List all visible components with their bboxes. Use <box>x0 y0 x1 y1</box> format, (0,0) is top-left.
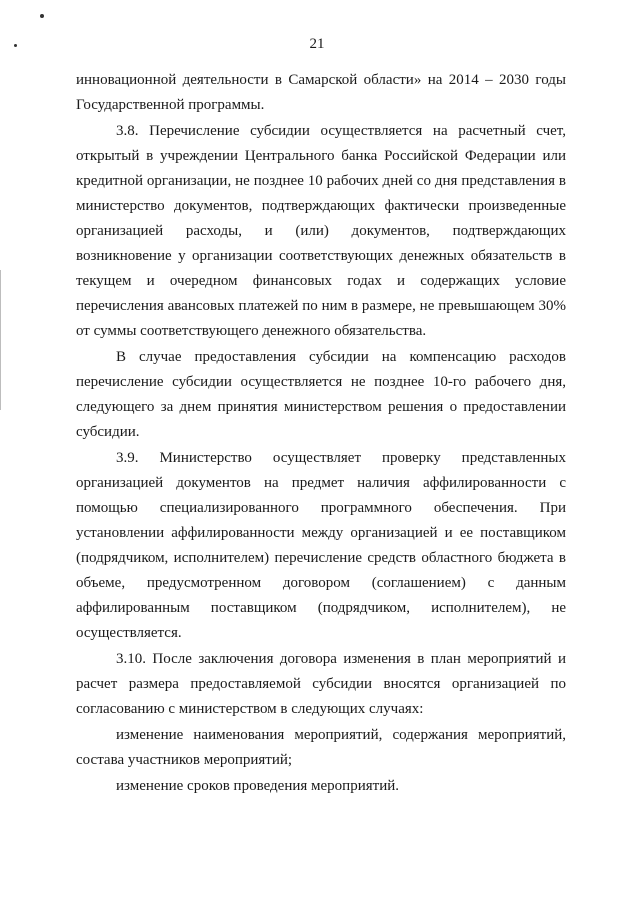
paragraph-continuation: инновационной деятельности в Самарской области» на 2014 – 2030 годы Государственной программы. <box>76 72 566 113</box>
paragraph-compensation: В случае предоставления субсидии на компенсацию расходов перечисление субсидии осуществляется не позднее 10-го рабочего дня, следующего за днем принятия министерством решения о предоставлении субсидии. <box>76 349 566 440</box>
scan-speck <box>40 14 44 18</box>
paragraph-3-9: 3.9. Министерство осуществляет проверку представленных организацией документов на предмет наличия аффилированности с помощью специализированного программного обеспечения. При установлении аффилированности между организацией и ее поставщиком (подрядчиком, исполнителем) перечисление средств областного бюджета в объеме, предусмотренном договором (соглашением) с данным аффилированным поставщиком (подрядчиком, исполнителем), не осуществляется. <box>76 450 566 641</box>
list-item-name-change: изменение наименования мероприятий, содержания мероприятий, состава участников мероприятий; <box>76 727 566 768</box>
paragraph-3-10: 3.10. После заключения договора изменения в план мероприятий и расчет размера предоставляемой субсидии вносятся организацией по согласованию с министерством в следующих случаях: <box>76 651 566 717</box>
paragraph-3-8: 3.8. Перечисление субсидии осуществляется на расчетный счет, открытый в учреждении Центрального банка Российской Федерации или кредитной организации, не позднее 10 рабочих дней со дня представления в министерство документов, подтверждающих фактически произведенные организацией расходы, и (или) документов, подтверждающих возникновение у организации соответствующих денежных обязательств в текущем и очередном финансовых годах и содержащих условие перечисления авансовых платежей по ним в размере, не превышающем 30% от суммы соответствующего денежного обязательства. <box>76 123 566 339</box>
page-number: 21 <box>309 36 325 52</box>
list-item-timing-change: изменение сроков проведения мероприятий. <box>116 778 399 794</box>
document-body <box>76 68 566 799</box>
scan-edge-shadow <box>0 270 1 410</box>
